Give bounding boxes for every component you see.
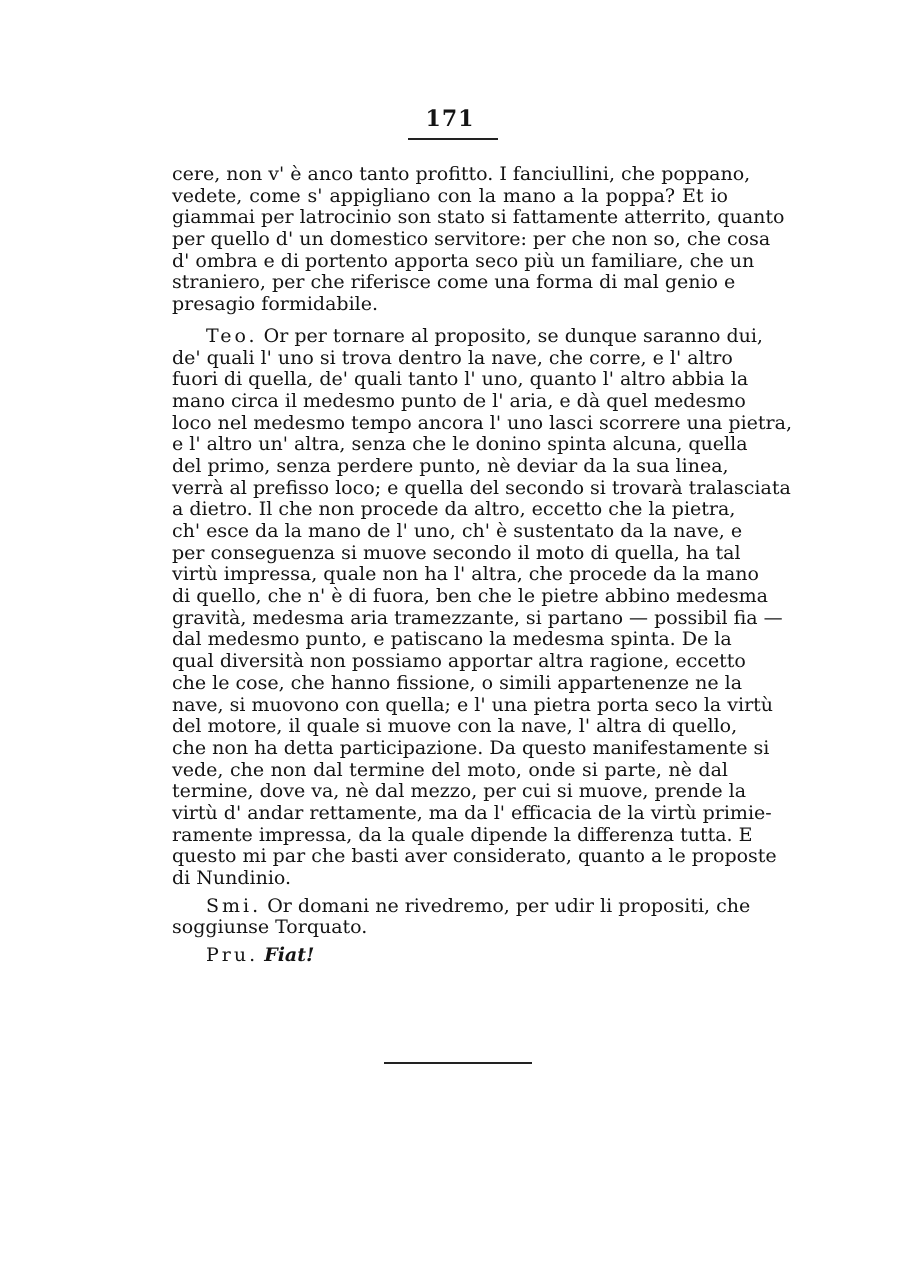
text-fragment: Or per tornare al proposito, se dunque saranno dui,: [263, 324, 763, 347]
paragraph-1: [172, 163, 785, 316]
text-line: de' quali l' uno si trova dentro la nave, che corre, e l' altro: [172, 346, 733, 369]
text-line: giammai per latrocinio son stato si fattamente atterrito, quanto: [172, 206, 785, 229]
text-line: loco nel medesmo tempo ancora l' uno lasci scorrere una pietra,: [172, 411, 792, 434]
text-line: vedete, come s' appigliano con la mano a la poppa? Et io: [172, 184, 728, 207]
body-text: [172, 163, 792, 967]
text-line: a dietro. Il che non procede da altro, eccetto che la pietra,: [172, 498, 736, 521]
text-line: virtù d' andar rettamente, ma da l' efficacia de la virtù primie-: [172, 801, 772, 824]
text-line: qual diversità non possiamo apportar altra ragione, eccetto: [172, 650, 746, 673]
text-line: [172, 324, 763, 348]
text-line: del motore, il quale si muove con la nave, l' altra di quello,: [172, 715, 738, 738]
text-line: e l' altro un' altra, senza che le donino spinta alcuna, quella: [172, 433, 748, 456]
text-line: che non ha detta participazione. Da questo manifestamente si: [172, 736, 770, 759]
text-line: di quello, che n' è di fuora, ben che le pietre abbino medesma: [172, 585, 768, 608]
text-line: fuori di quella, de' quali tanto l' uno, quanto l' altro abbia la: [172, 368, 749, 391]
text-fragment: Fiat!: [264, 944, 315, 967]
paragraph-4: [172, 945, 728, 967]
text-line: presagio formidabile.: [172, 293, 379, 316]
text-line: verrà al prefisso loco; e quella del secondo si trovarà tralasciata: [172, 476, 791, 499]
header-rule: [408, 138, 498, 140]
text-line: cere, non v' è anco tanto profitto. I fanciullini, che poppano,: [172, 163, 751, 185]
text-line: questo mi par che basti aver considerato, quanto a le proposte: [172, 845, 777, 868]
text-line: ch' esce da la mano de l' uno, ch' è sustentato da la nave, e: [172, 520, 743, 542]
text-line: ramente impressa, da la quale dipende la differenza tutta. E: [172, 823, 753, 846]
speaker-smi: Smi.: [206, 894, 262, 917]
speaker-pru: Pru.: [206, 944, 259, 967]
text-line: vede, che non dal termine del moto, onde si parte, nè dal: [172, 758, 728, 781]
text-line: [172, 894, 751, 918]
text-fragment: Or domani ne rivedremo, per udir li propositi, che: [267, 894, 751, 917]
text-line: che le cose, che hanno fissione, o simili appartenenze ne la: [172, 671, 743, 694]
speaker-teo: Teo.: [206, 324, 258, 347]
text-line: straniero, per che riferisce come una forma di mal genio e: [172, 271, 736, 294]
footer-rule: [384, 1062, 532, 1064]
page-number: 171: [425, 106, 475, 132]
paragraph-2: [172, 324, 792, 890]
text-line: gravità, medesma aria tramezzante, si partano — possibil fia —: [172, 606, 783, 629]
text-line: dal medesmo punto, e patiscano la medesma spinta. De la: [172, 628, 732, 651]
text-line: soggiunse Torquato.: [172, 916, 368, 939]
text-line: del primo, senza perdere punto, nè deviar da la sua linea,: [172, 454, 729, 477]
text-line: per quello d' un domestico servitore: per che non so, che cosa: [172, 228, 771, 251]
text-line: di Nundinio.: [172, 867, 292, 889]
text-line: d' ombra e di portento apporta seco più un familiare, che un: [172, 249, 755, 272]
text-line: per conseguenza si muove secondo il moto di quella, ha tal: [172, 541, 741, 564]
text-line: mano circa il medesmo punto de l' aria, e dà quel medesmo: [172, 389, 746, 412]
text-line: virtù impressa, quale non ha l' altra, che procede da la mano: [172, 563, 759, 586]
text-line: termine, dove va, nè dal mezzo, per cui si muove, prende la: [172, 780, 747, 803]
text-line: [172, 945, 728, 967]
text-line: nave, si muovono con quella; e l' una pietra porta seco la virtù: [172, 693, 774, 716]
paragraph-3: [172, 894, 751, 939]
